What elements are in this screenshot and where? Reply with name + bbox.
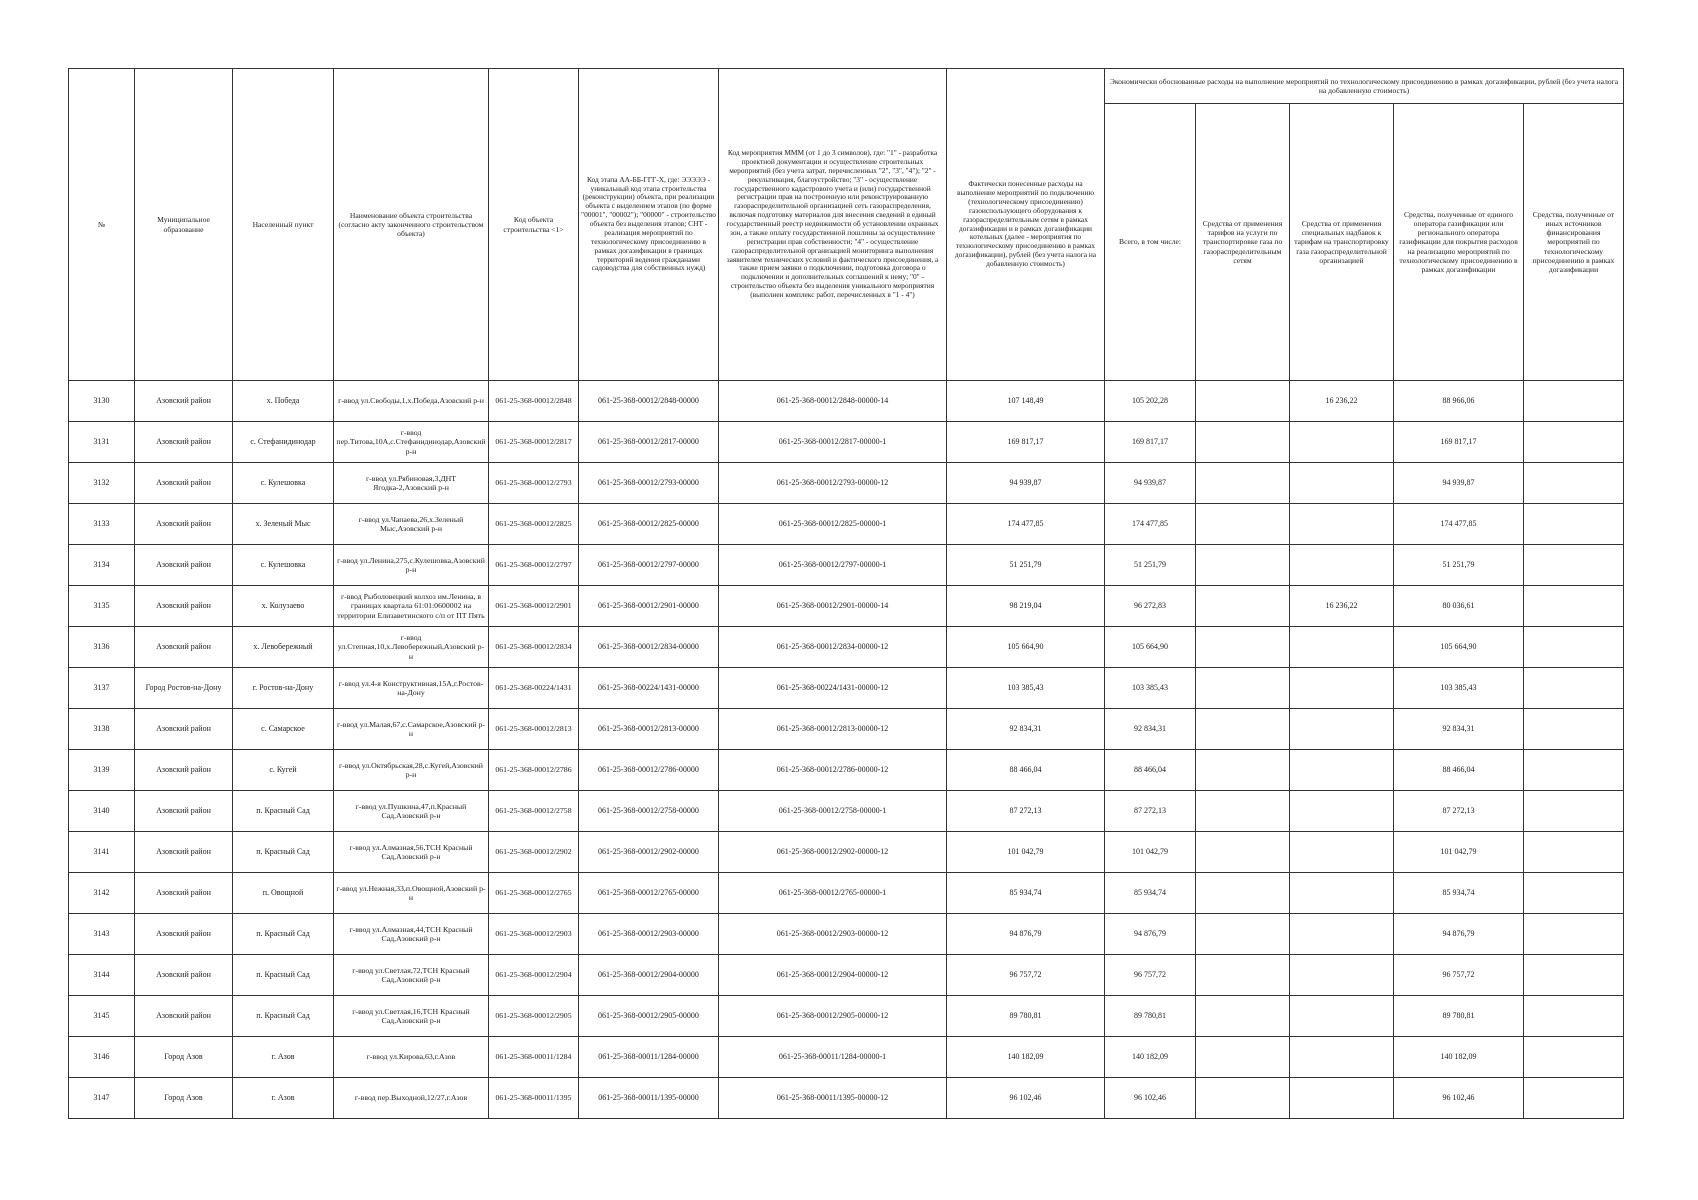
cell-other-funds xyxy=(1524,668,1624,709)
cell-total: 96 757,72 xyxy=(1105,955,1196,996)
header-event-code: Код мероприятия МММ (от 1 до 3 символов), где: "1" - разработка проектной документации и осуществление строительных мероприятий (без учета затрат, перечисленных "2", "3", "4"); "2" - рекультивация, благоустройство; "3" - осуществление государственного кадастрового учета и (или) государственной регистрации прав на построенную или реконструированную газораспределительной организацией сеть газораспределения, включая подготовку материалов для внесения сведений в единый государственный реестр недвижимости об установлении охранных зон, а также оплату государственной пошлины за осуществление регистрации прав собственности; "4" - осуществление газораспределительной организацией мониторинга выполнения заявителем технических условий и фактического присоединения, а также прием заявки о подключении, подготовка договора о подключении и дополнительных соглашений к нему; "0" - строительство объекта без выделения уникального мероприятия (выполнен комплекс работ, перечисленных в "1 - 4") xyxy=(719,69,947,381)
cell-municipality: Азовский район xyxy=(135,955,233,996)
cell-municipality: Азовский район xyxy=(135,422,233,463)
header-surcharge-funds: Средства от применения специальных надбавок к тарифам на транспортировку газа газораспределительной организацией xyxy=(1290,104,1394,381)
cell-actual-costs: 94 876,79 xyxy=(947,914,1105,955)
cell-actual-costs: 51 251,79 xyxy=(947,545,1105,586)
cell-num: 3141 xyxy=(69,832,135,873)
table-row xyxy=(69,873,1624,914)
cell-num: 3136 xyxy=(69,627,135,668)
cell-object-code: 061-25-368-00012/2765 xyxy=(489,873,579,914)
cell-total: 103 385,43 xyxy=(1105,668,1196,709)
cell-stage-code: 061-25-368-00012/2848-00000 xyxy=(579,381,719,422)
cell-total: 89 780,81 xyxy=(1105,996,1196,1037)
header-num: № xyxy=(69,69,135,381)
cell-object-code: 061-25-368-00012/2848 xyxy=(489,381,579,422)
cell-stage-code: 061-25-368-00012/2905-00000 xyxy=(579,996,719,1037)
cell-object-name: г-ввод ул.Алмазная,56,ТСН Красный Сад,Азовский р-н xyxy=(334,832,489,873)
cell-object-code: 061-25-368-00012/2817 xyxy=(489,422,579,463)
cell-operator-funds: 88 466,04 xyxy=(1394,750,1524,791)
header-group-economic-costs: Экономически обоснованные расходы на выполнение мероприятий по технологическому присоединению в рамках догазификации, рублей (без учета налога на добавленную стоимость) xyxy=(1105,69,1624,104)
cell-num: 3147 xyxy=(69,1078,135,1119)
cell-municipality: Азовский район xyxy=(135,381,233,422)
table-row xyxy=(69,791,1624,832)
table-row xyxy=(69,381,1624,422)
cell-object-code: 061-25-368-00012/2825 xyxy=(489,504,579,545)
cell-municipality: Азовский район xyxy=(135,996,233,1037)
cell-object-code: 061-25-368-00012/2901 xyxy=(489,586,579,627)
cell-settlement: х. Колузаево xyxy=(233,586,334,627)
cell-municipality: Азовский район xyxy=(135,627,233,668)
cell-operator-funds: 169 817,17 xyxy=(1394,422,1524,463)
cell-surcharge-funds xyxy=(1290,422,1394,463)
cell-object-name: г-ввод ул.4-я Конструктивная,15А,г.Ростов-на-Дону xyxy=(334,668,489,709)
cell-stage-code: 061-25-368-00012/2825-00000 xyxy=(579,504,719,545)
cell-actual-costs: 140 182,09 xyxy=(947,1037,1105,1078)
cell-other-funds xyxy=(1524,791,1624,832)
header-object-code: Код объекта строительства <1> xyxy=(489,69,579,381)
cell-surcharge-funds xyxy=(1290,996,1394,1037)
cell-stage-code: 061-25-368-00012/2813-00000 xyxy=(579,709,719,750)
cell-event-code: 061-25-368-00012/2901-00000-14 xyxy=(719,586,947,627)
cell-operator-funds: 85 934,74 xyxy=(1394,873,1524,914)
cell-stage-code: 061-25-368-00012/2834-00000 xyxy=(579,627,719,668)
cell-total: 85 934,74 xyxy=(1105,873,1196,914)
cell-event-code: 061-25-368-00012/2758-00000-1 xyxy=(719,791,947,832)
cell-operator-funds: 94 876,79 xyxy=(1394,914,1524,955)
cell-event-code: 061-25-368-00012/2905-00000-12 xyxy=(719,996,947,1037)
cell-event-code: 061-25-368-00012/2765-00000-1 xyxy=(719,873,947,914)
cell-total: 105 202,28 xyxy=(1105,381,1196,422)
cell-municipality: Азовский район xyxy=(135,463,233,504)
cell-settlement: г. Азов xyxy=(233,1078,334,1119)
cell-tariff-funds xyxy=(1196,996,1290,1037)
table-row xyxy=(69,463,1624,504)
cell-municipality: Азовский район xyxy=(135,545,233,586)
cell-settlement: с. Стефанидинодар xyxy=(233,422,334,463)
cell-object-name: г-ввод ул.Кирова,63,г.Азов xyxy=(334,1037,489,1078)
cell-num: 3146 xyxy=(69,1037,135,1078)
table-row xyxy=(69,914,1624,955)
cell-actual-costs: 101 042,79 xyxy=(947,832,1105,873)
cell-total: 101 042,79 xyxy=(1105,832,1196,873)
table-row xyxy=(69,586,1624,627)
cell-operator-funds: 101 042,79 xyxy=(1394,832,1524,873)
cell-stage-code: 061-25-368-00012/2765-00000 xyxy=(579,873,719,914)
cell-num: 3131 xyxy=(69,422,135,463)
header-municipality: Муниципальное образование xyxy=(135,69,233,381)
cell-tariff-funds xyxy=(1196,586,1290,627)
cell-num: 3142 xyxy=(69,873,135,914)
cell-total: 88 466,04 xyxy=(1105,750,1196,791)
cell-municipality: Город Азов xyxy=(135,1037,233,1078)
cell-object-code: 061-25-368-00224/1431 xyxy=(489,668,579,709)
cell-object-code: 061-25-368-00012/2902 xyxy=(489,832,579,873)
cell-stage-code: 061-25-368-00012/2903-00000 xyxy=(579,914,719,955)
cell-surcharge-funds xyxy=(1290,1078,1394,1119)
header-stage-code: Код этапа АА-ББ-ГГГ-Х, где: ЭЭЭЭЭ - уникальный код этапа строительства (реконструкции) объекта, при реализации объекта с выделением этапов (по форме "00001", "00002"); "00000" - строительство объекта без выделения этапов; СНТ - реализация мероприятий по технологическому присоединению в рамках догазификации в границах территорий ведения гражданами садоводства для собственных нужд) xyxy=(579,69,719,381)
cell-event-code: 061-25-368-00012/2834-00000-12 xyxy=(719,627,947,668)
cell-object-name: г-ввод ул.Пушкина,47,п.Красный Сад,Азовский р-н xyxy=(334,791,489,832)
cell-actual-costs: 107 148,49 xyxy=(947,381,1105,422)
cell-object-code: 061-25-368-00012/2904 xyxy=(489,955,579,996)
cell-surcharge-funds xyxy=(1290,545,1394,586)
cell-settlement: п. Красный Сад xyxy=(233,791,334,832)
cell-tariff-funds xyxy=(1196,832,1290,873)
cell-surcharge-funds xyxy=(1290,955,1394,996)
table-row xyxy=(69,627,1624,668)
cell-stage-code: 061-25-368-00012/2793-00000 xyxy=(579,463,719,504)
cell-other-funds xyxy=(1524,463,1624,504)
cell-num: 3135 xyxy=(69,586,135,627)
cell-operator-funds: 80 036,61 xyxy=(1394,586,1524,627)
cell-actual-costs: 105 664,90 xyxy=(947,627,1105,668)
cell-object-name: г-ввод ул.Нежная,33,п.Овощной,Азовский р-н xyxy=(334,873,489,914)
cell-event-code: 061-25-368-00012/2797-00000-1 xyxy=(719,545,947,586)
cell-municipality: Азовский район xyxy=(135,586,233,627)
cell-surcharge-funds xyxy=(1290,832,1394,873)
data-table xyxy=(68,68,1624,1119)
cell-settlement: г. Ростов-на-Дону xyxy=(233,668,334,709)
cell-operator-funds: 96 757,72 xyxy=(1394,955,1524,996)
cell-surcharge-funds xyxy=(1290,709,1394,750)
cell-object-name: г-ввод ул.Степная,10,х.Левобережный,Азовский р-н xyxy=(334,627,489,668)
cell-object-code: 061-25-368-00012/2793 xyxy=(489,463,579,504)
cell-event-code: 061-25-368-00012/2902-00000-12 xyxy=(719,832,947,873)
cell-total: 51 251,79 xyxy=(1105,545,1196,586)
cell-other-funds xyxy=(1524,709,1624,750)
cell-surcharge-funds xyxy=(1290,750,1394,791)
cell-municipality: Азовский район xyxy=(135,791,233,832)
cell-tariff-funds xyxy=(1196,1037,1290,1078)
cell-tariff-funds xyxy=(1196,791,1290,832)
cell-other-funds xyxy=(1524,422,1624,463)
cell-total: 169 817,17 xyxy=(1105,422,1196,463)
cell-operator-funds: 88 966,06 xyxy=(1394,381,1524,422)
cell-actual-costs: 96 757,72 xyxy=(947,955,1105,996)
cell-municipality: Город Азов xyxy=(135,1078,233,1119)
cell-operator-funds: 105 664,90 xyxy=(1394,627,1524,668)
table-row xyxy=(69,504,1624,545)
cell-other-funds xyxy=(1524,1078,1624,1119)
cell-settlement: п. Красный Сад xyxy=(233,996,334,1037)
cell-other-funds xyxy=(1524,627,1624,668)
cell-surcharge-funds xyxy=(1290,463,1394,504)
cell-num: 3134 xyxy=(69,545,135,586)
cell-surcharge-funds: 16 236,22 xyxy=(1290,586,1394,627)
cell-stage-code: 061-25-368-00012/2797-00000 xyxy=(579,545,719,586)
table-row xyxy=(69,955,1624,996)
header-tariff-funds: Средства от применения тарифов на услуги по транспортировке газа по газораспределительным сетям xyxy=(1196,104,1290,381)
cell-stage-code: 061-25-368-00011/1284-00000 xyxy=(579,1037,719,1078)
cell-object-code: 061-25-368-00011/1395 xyxy=(489,1078,579,1119)
table-row xyxy=(69,1078,1624,1119)
cell-tariff-funds xyxy=(1196,1078,1290,1119)
cell-settlement: г. Азов xyxy=(233,1037,334,1078)
cell-tariff-funds xyxy=(1196,463,1290,504)
cell-total: 105 664,90 xyxy=(1105,627,1196,668)
cell-operator-funds: 51 251,79 xyxy=(1394,545,1524,586)
cell-total: 140 182,09 xyxy=(1105,1037,1196,1078)
cell-total: 94 939,87 xyxy=(1105,463,1196,504)
header-object-name: Наименование объекта строительства (согласно акту законченного строительством объекта) xyxy=(334,69,489,381)
cell-event-code: 061-25-368-00011/1395-00000-12 xyxy=(719,1078,947,1119)
cell-num: 3144 xyxy=(69,955,135,996)
table-row xyxy=(69,1037,1624,1078)
cell-total: 174 477,85 xyxy=(1105,504,1196,545)
cell-event-code: 061-25-368-00012/2848-00000-14 xyxy=(719,381,947,422)
table-row xyxy=(69,545,1624,586)
cell-tariff-funds xyxy=(1196,381,1290,422)
cell-object-code: 061-25-368-00012/2786 xyxy=(489,750,579,791)
cell-total: 87 272,13 xyxy=(1105,791,1196,832)
cell-object-name: г-ввод ул.Свободы,1,х.Победа,Азовский р-н xyxy=(334,381,489,422)
header-other-funds: Средства, полученные от иных источников финансирования мероприятий по технологическому присоединению в рамках догазификации xyxy=(1524,104,1624,381)
cell-object-name: г-ввод пер.Титова,10А,с.Стефанидинодар,Азовский р-н xyxy=(334,422,489,463)
cell-event-code: 061-25-368-00012/2903-00000-12 xyxy=(719,914,947,955)
cell-stage-code: 061-25-368-00012/2902-00000 xyxy=(579,832,719,873)
cell-operator-funds: 94 939,87 xyxy=(1394,463,1524,504)
cell-num: 3132 xyxy=(69,463,135,504)
cell-operator-funds: 89 780,81 xyxy=(1394,996,1524,1037)
cell-tariff-funds xyxy=(1196,668,1290,709)
cell-object-name: г-ввод ул.Рябиновая,3,ДНТ Ягодка-2,Азовский р-н xyxy=(334,463,489,504)
cell-settlement: п. Красный Сад xyxy=(233,832,334,873)
cell-event-code: 061-25-368-00224/1431-00000-12 xyxy=(719,668,947,709)
cell-operator-funds: 174 477,85 xyxy=(1394,504,1524,545)
cell-municipality: Азовский район xyxy=(135,914,233,955)
cell-operator-funds: 92 834,31 xyxy=(1394,709,1524,750)
cell-tariff-funds xyxy=(1196,504,1290,545)
cell-settlement: х. Левобережный xyxy=(233,627,334,668)
cell-object-code: 061-25-368-00012/2905 xyxy=(489,996,579,1037)
cell-settlement: х. Зеленый Мыс xyxy=(233,504,334,545)
cell-object-code: 061-25-368-00012/2813 xyxy=(489,709,579,750)
table-row xyxy=(69,668,1624,709)
cell-other-funds xyxy=(1524,955,1624,996)
table-row xyxy=(69,996,1624,1037)
cell-object-name: г-ввод ул.Светлая,72,ТСН Красный Сад,Азовский р-н xyxy=(334,955,489,996)
cell-object-code: 061-25-368-00011/1284 xyxy=(489,1037,579,1078)
cell-actual-costs: 88 466,04 xyxy=(947,750,1105,791)
cell-total: 96 102,46 xyxy=(1105,1078,1196,1119)
cell-total: 94 876,79 xyxy=(1105,914,1196,955)
header-settlement: Населенный пункт xyxy=(233,69,334,381)
cell-num: 3140 xyxy=(69,791,135,832)
cell-total: 92 834,31 xyxy=(1105,709,1196,750)
cell-object-code: 061-25-368-00012/2797 xyxy=(489,545,579,586)
cell-surcharge-funds xyxy=(1290,791,1394,832)
cell-actual-costs: 89 780,81 xyxy=(947,996,1105,1037)
cell-tariff-funds xyxy=(1196,627,1290,668)
cell-object-code: 061-25-368-00012/2834 xyxy=(489,627,579,668)
cell-tariff-funds xyxy=(1196,545,1290,586)
cell-num: 3139 xyxy=(69,750,135,791)
cell-stage-code: 061-25-368-00012/2904-00000 xyxy=(579,955,719,996)
cell-surcharge-funds xyxy=(1290,914,1394,955)
cell-municipality: Азовский район xyxy=(135,750,233,791)
cell-settlement: с. Кулешовка xyxy=(233,545,334,586)
cell-surcharge-funds: 16 236,22 xyxy=(1290,381,1394,422)
cell-stage-code: 061-25-368-00224/1431-00000 xyxy=(579,668,719,709)
cell-municipality: Город Ростов-на-Дону xyxy=(135,668,233,709)
cell-actual-costs: 169 817,17 xyxy=(947,422,1105,463)
cell-object-name: г-ввод ул.Октябрьская,28,с.Кугей,Азовский р-н xyxy=(334,750,489,791)
cell-actual-costs: 87 272,13 xyxy=(947,791,1105,832)
cell-surcharge-funds xyxy=(1290,668,1394,709)
cell-municipality: Азовский район xyxy=(135,709,233,750)
cell-object-name: г-ввод ул.Светлая,16,ТСН Красный Сад,Азовский р-н xyxy=(334,996,489,1037)
cell-settlement: п. Овощной xyxy=(233,873,334,914)
cell-operator-funds: 140 182,09 xyxy=(1394,1037,1524,1078)
cell-settlement: п. Красный Сад xyxy=(233,955,334,996)
cell-stage-code: 061-25-368-00012/2901-00000 xyxy=(579,586,719,627)
cell-other-funds xyxy=(1524,1037,1624,1078)
cell-stage-code: 061-25-368-00012/2758-00000 xyxy=(579,791,719,832)
table-row xyxy=(69,422,1624,463)
cell-municipality: Азовский район xyxy=(135,504,233,545)
cell-object-code: 061-25-368-00012/2903 xyxy=(489,914,579,955)
cell-operator-funds: 96 102,46 xyxy=(1394,1078,1524,1119)
cell-surcharge-funds xyxy=(1290,873,1394,914)
cell-event-code: 061-25-368-00012/2793-00000-12 xyxy=(719,463,947,504)
cell-other-funds xyxy=(1524,504,1624,545)
header-operator-funds: Средства, полученные от единого оператора газификации или регионального оператора газификации для покрытия расходов на реализацию мероприятий по технологическому присоединению в рамках догазификации xyxy=(1394,104,1524,381)
cell-other-funds xyxy=(1524,381,1624,422)
cell-tariff-funds xyxy=(1196,709,1290,750)
cell-object-name: г-ввод ул.Ленина,275,с.Кулешовка,Азовский р-н xyxy=(334,545,489,586)
cell-object-code: 061-25-368-00012/2758 xyxy=(489,791,579,832)
cell-actual-costs: 96 102,46 xyxy=(947,1078,1105,1119)
table-body xyxy=(69,381,1624,1119)
cell-event-code: 061-25-368-00012/2786-00000-12 xyxy=(719,750,947,791)
cell-object-name: г-ввод Рыболовецкий колхоз им.Ленина, в границах квартала 61:01:0600002 на территории Елизаветинского с/п от ПТ Пять xyxy=(334,586,489,627)
cell-operator-funds: 87 272,13 xyxy=(1394,791,1524,832)
cell-settlement: п. Красный Сад xyxy=(233,914,334,955)
cell-settlement: с. Кугей xyxy=(233,750,334,791)
cell-municipality: Азовский район xyxy=(135,873,233,914)
cell-other-funds xyxy=(1524,545,1624,586)
header-actual-costs: Фактически понесенные расходы на выполнение мероприятий по подключению (технологическому присоединению) газоиспользующего оборудования к газораспределительным сетям в рамках догазификации и в рамках догазификации котельных (далее - мероприятия по технологическому присоединению в рамках догазификации), рублей (без учета налога на добавленную стоимость) xyxy=(947,69,1105,381)
cell-object-name: г-ввод ул.Чапаева,26,х.Зеленый Мыс,Азовский р-н xyxy=(334,504,489,545)
cell-actual-costs: 98 219,04 xyxy=(947,586,1105,627)
cell-operator-funds: 103 385,43 xyxy=(1394,668,1524,709)
cell-num: 3130 xyxy=(69,381,135,422)
cell-stage-code: 061-25-368-00012/2817-00000 xyxy=(579,422,719,463)
cell-event-code: 061-25-368-00012/2813-00000-12 xyxy=(719,709,947,750)
cell-actual-costs: 92 834,31 xyxy=(947,709,1105,750)
cell-event-code: 061-25-368-00011/1284-00000-1 xyxy=(719,1037,947,1078)
table-row xyxy=(69,750,1624,791)
table-row xyxy=(69,709,1624,750)
cell-other-funds xyxy=(1524,914,1624,955)
cell-municipality: Азовский район xyxy=(135,832,233,873)
cell-num: 3133 xyxy=(69,504,135,545)
cell-object-name: г-ввод ул.Малая,67,с.Самарское,Азовский р-н xyxy=(334,709,489,750)
cell-actual-costs: 103 385,43 xyxy=(947,668,1105,709)
cell-event-code: 061-25-368-00012/2817-00000-1 xyxy=(719,422,947,463)
cell-event-code: 061-25-368-00012/2825-00000-1 xyxy=(719,504,947,545)
cell-object-name: г-ввод пер.Выходной,12/27,г.Азов xyxy=(334,1078,489,1119)
cell-other-funds xyxy=(1524,586,1624,627)
cell-num: 3143 xyxy=(69,914,135,955)
cell-settlement: с. Кулешовка xyxy=(233,463,334,504)
cell-stage-code: 061-25-368-00011/1395-00000 xyxy=(579,1078,719,1119)
cell-tariff-funds xyxy=(1196,422,1290,463)
cell-surcharge-funds xyxy=(1290,1037,1394,1078)
cell-settlement: с. Самарское xyxy=(233,709,334,750)
cell-settlement: х. Победа xyxy=(233,381,334,422)
cell-event-code: 061-25-368-00012/2904-00000-12 xyxy=(719,955,947,996)
cell-tariff-funds xyxy=(1196,873,1290,914)
cell-tariff-funds xyxy=(1196,750,1290,791)
cell-stage-code: 061-25-368-00012/2786-00000 xyxy=(579,750,719,791)
cell-tariff-funds xyxy=(1196,914,1290,955)
header-total: Всего, в том числе: xyxy=(1105,104,1196,381)
cell-other-funds xyxy=(1524,996,1624,1037)
cell-num: 3137 xyxy=(69,668,135,709)
cell-actual-costs: 94 939,87 xyxy=(947,463,1105,504)
cell-actual-costs: 85 934,74 xyxy=(947,873,1105,914)
cell-object-name: г-ввод ул.Алмазная,44,ТСН Красный Сад,Азовский р-н xyxy=(334,914,489,955)
table-row xyxy=(69,832,1624,873)
cell-other-funds xyxy=(1524,832,1624,873)
cell-surcharge-funds xyxy=(1290,627,1394,668)
cell-num: 3145 xyxy=(69,996,135,1037)
cell-actual-costs: 174 477,85 xyxy=(947,504,1105,545)
cell-total: 96 272,83 xyxy=(1105,586,1196,627)
cell-other-funds xyxy=(1524,873,1624,914)
cell-surcharge-funds xyxy=(1290,504,1394,545)
cell-num: 3138 xyxy=(69,709,135,750)
cell-tariff-funds xyxy=(1196,955,1290,996)
cell-other-funds xyxy=(1524,750,1624,791)
document-page xyxy=(68,68,1624,1119)
